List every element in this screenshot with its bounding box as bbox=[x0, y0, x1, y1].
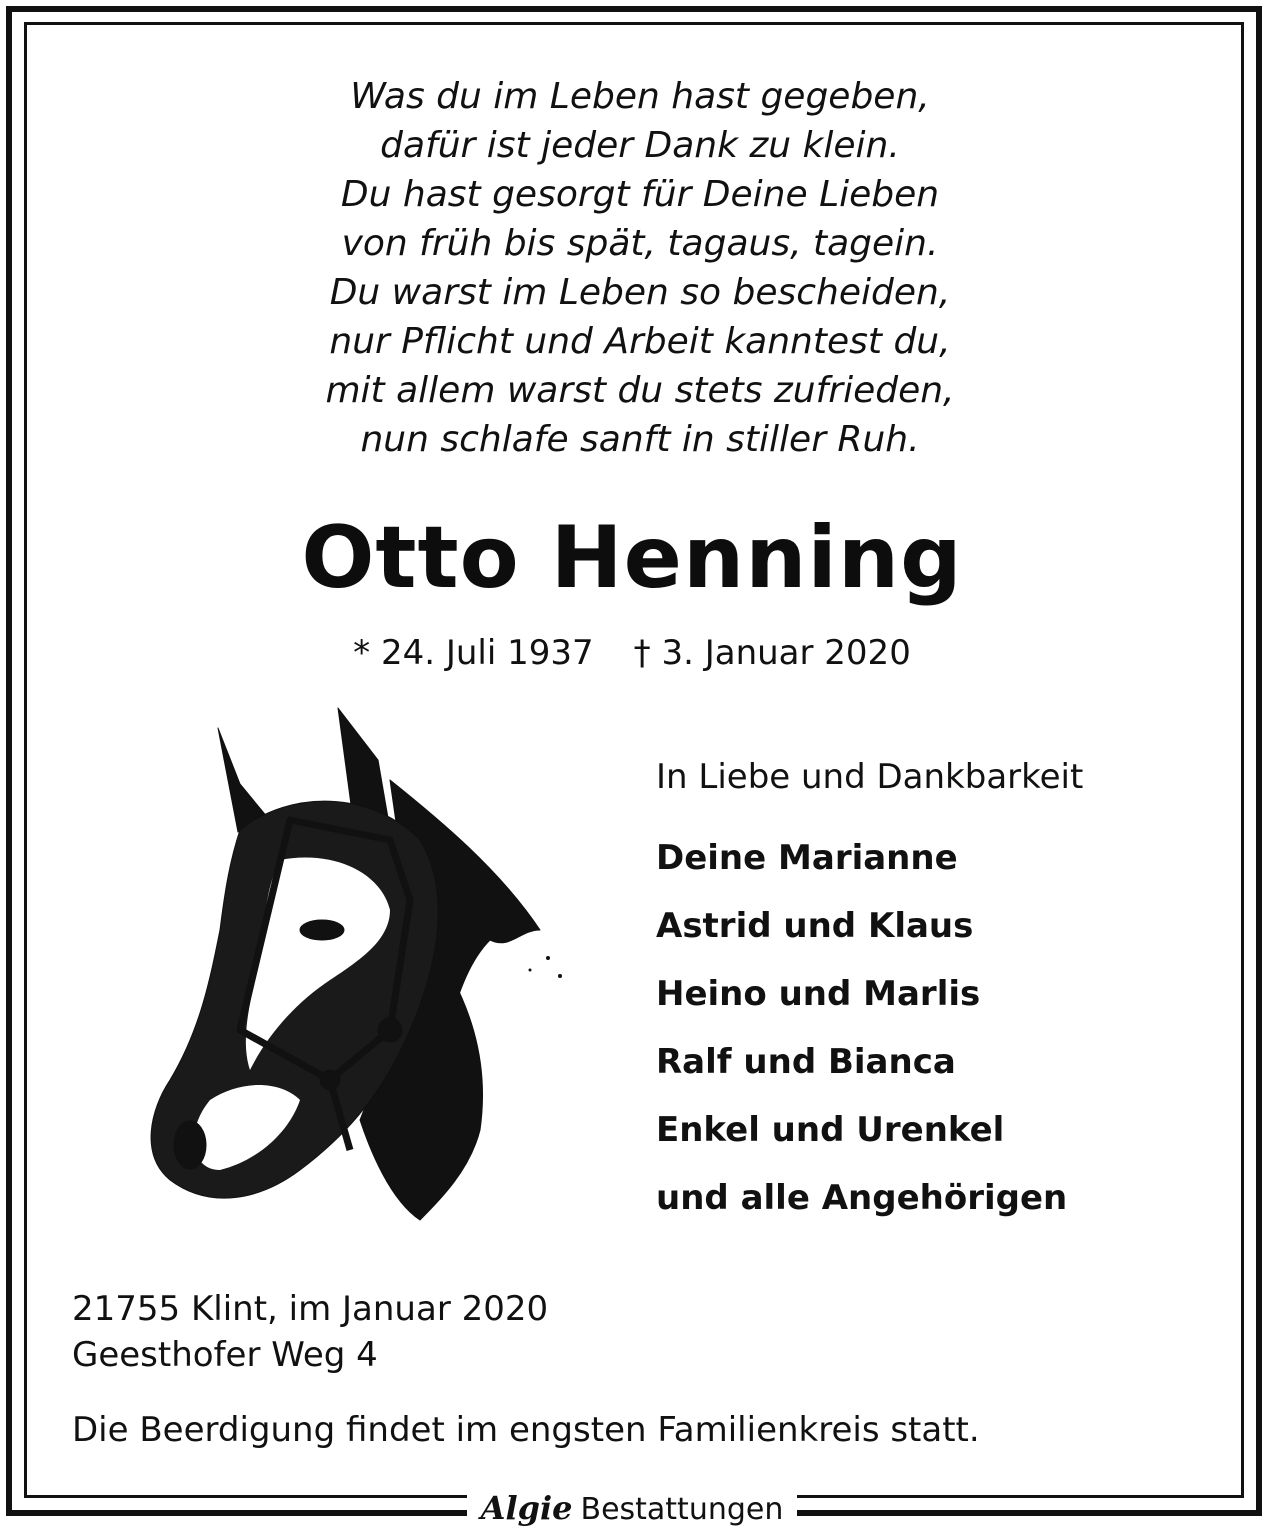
mourner-name: Heino und Marlis bbox=[656, 974, 981, 1014]
poem-line: Du hast gesorgt für Deine Lieben bbox=[340, 174, 940, 215]
mourners-block bbox=[656, 752, 1216, 1232]
funeral-note: Die Beerdigung findet im engsten Familienkreis statt. bbox=[72, 1410, 980, 1450]
place-date: 21755 Klint, im Januar 2020 bbox=[72, 1289, 549, 1329]
poem-line: dafür ist jeder Dank zu klein. bbox=[380, 125, 900, 166]
poem-line: Du warst im Leben so bescheiden, bbox=[329, 272, 951, 313]
footer bbox=[0, 1488, 1264, 1528]
poem-line: Was du im Leben hast gegeben, bbox=[350, 76, 930, 117]
mourner-name: Deine Marianne bbox=[656, 838, 958, 878]
poem-line: nun schlafe sanft in stiller Ruh. bbox=[360, 419, 920, 460]
mourner-name: Enkel und Urenkel bbox=[656, 1110, 1005, 1150]
mourner-name: und alle Angehörigen bbox=[656, 1178, 1068, 1218]
funeral-home-logo: Algie bbox=[480, 1489, 573, 1527]
poem-line: von früh bis spät, tagaus, tagein. bbox=[341, 223, 939, 264]
dedication-line: In Liebe und Dankbarkeit bbox=[656, 757, 1084, 797]
poem-line: nur Pflicht und Arbeit kanntest du, bbox=[329, 321, 951, 362]
poem bbox=[140, 72, 1140, 464]
mourner-name: Astrid und Klaus bbox=[656, 906, 974, 946]
deceased-name: Otto Henning bbox=[301, 508, 963, 608]
life-dates bbox=[0, 633, 1264, 673]
death-date: † 3. Januar 2020 bbox=[633, 633, 911, 673]
address-block bbox=[72, 1286, 548, 1378]
birth-date: * 24. Juli 1937 bbox=[353, 633, 594, 673]
street-address: Geesthofer Weg 4 bbox=[72, 1335, 378, 1375]
funeral-home-name: Bestattungen bbox=[580, 1492, 784, 1527]
horse-head-illustration bbox=[90, 700, 580, 1260]
poem-line: mit allem warst du stets zufrieden, bbox=[325, 370, 955, 411]
mourner-name: Ralf und Bianca bbox=[656, 1042, 956, 1082]
funeral-home-credit bbox=[467, 1488, 798, 1530]
